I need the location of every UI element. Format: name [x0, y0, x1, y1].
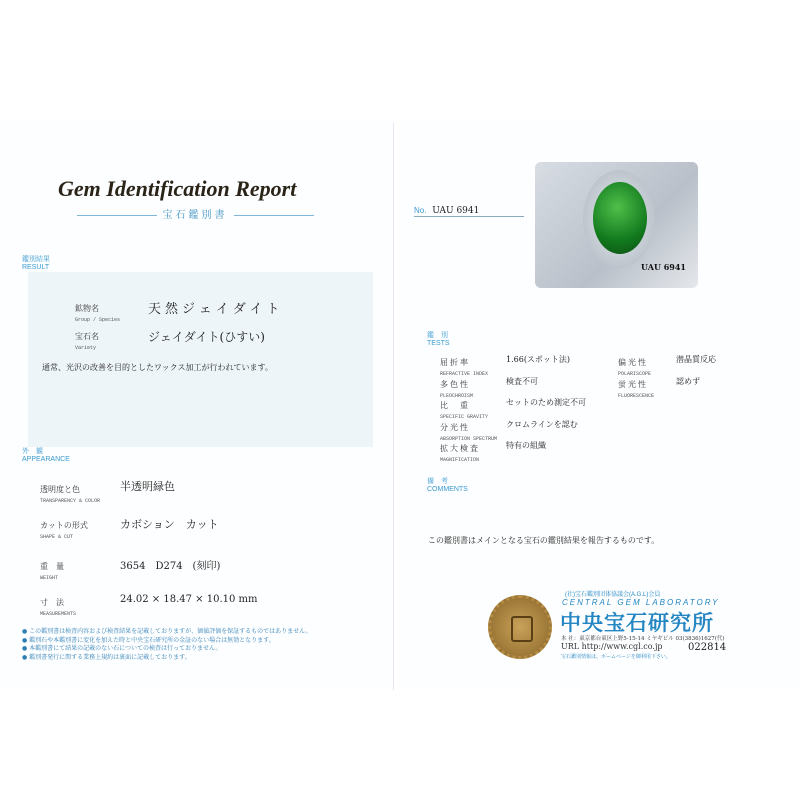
test-value: セットのため測定不可 — [506, 398, 586, 407]
gem-photo — [535, 162, 698, 288]
lab-name-en: CENTRAL GEM LABORATORY — [562, 598, 720, 607]
variety-value: ジェイダイト(ひすい) — [148, 330, 265, 344]
test-label: 多色性 PLEOCHROISM — [440, 379, 474, 399]
statement: この鑑別書はメインとなる宝石の鑑別結果を報告するものです。 — [428, 536, 660, 545]
report-title: Gem Identification Report — [58, 176, 297, 201]
photo-caption: UAU 6941 — [641, 262, 686, 272]
report-subtitle: 宝石鑑別書 — [60, 206, 330, 221]
tests-heading: 鑑 別 TESTS — [427, 332, 450, 347]
color-label: 透明度と色 TRANSPARENCY & COLOR — [40, 485, 101, 504]
left-page — [0, 122, 394, 690]
color-value: 半透明緑色 — [120, 480, 175, 493]
serial-number: 022814 — [688, 642, 727, 653]
test-label: 拡大検査 MAGNIFICATION — [440, 444, 480, 463]
lab-address: 本 社：東京都台東区上野5-15-14 ミヤギビル 03(3836)1627(代) — [561, 636, 725, 642]
weight-label: 重 量 WEIGHT — [40, 562, 64, 581]
disclaimer-notes: ● この鑑別書は検査内容および検査結果を記載しておりますが、価値評価を保証するものではありません。 ● 鑑別石や本鑑別書に変化を加えた時と中央宝石研究所の金証のない場合は無効となります。 ● 本鑑別書にて結果の記載のない石についての検査は行っておりません。 ● 鑑別書発行に関する業務上規約は裏面に記載しております。 — [22, 628, 312, 661]
test-value: 認めず — [676, 376, 700, 386]
jade-cabochon — [593, 182, 647, 254]
cut-value: カボション カット — [120, 518, 219, 531]
cut-label: カットの形式 SHAPE & CUT — [40, 521, 88, 540]
agl-member: (社)宝石鑑別団体協議会(A.G.L)会員 — [565, 592, 661, 598]
result-heading: 鑑別結果 RESULT — [22, 256, 50, 271]
weight-value: 3654 D274 (刻印) — [120, 561, 221, 572]
species-label: 鉱物名 Group / Species — [75, 304, 121, 323]
test-value: クロムラインを認む — [506, 419, 578, 429]
measurements-label: 寸 法 MEASUREMENTS — [40, 598, 77, 617]
test-value: 1.66(スポット法) — [506, 355, 571, 364]
lab-name: 中央宝石研究所 — [560, 612, 714, 635]
test-label: 屈折率 REFRACTIVE INDEX — [440, 358, 489, 377]
test-label: 分光性 ABSORPTION SPECTRUM — [440, 422, 498, 442]
appearance-heading: 外 観 APPEARANCE — [22, 448, 70, 463]
test-value: 潜晶質反応 — [676, 355, 716, 364]
comments-heading: 備 考 COMMENTS — [427, 478, 468, 493]
report-number: No. UAU 6941 — [414, 206, 524, 217]
species-value: 天然ジェイダイト — [148, 302, 284, 317]
test-value: 検査不可 — [506, 376, 538, 386]
test-value: 特有の組織 — [506, 441, 546, 450]
measurements-value: 24.02 × 18.47 × 10.10 mm — [120, 594, 258, 605]
lab-url[interactable]: URL http://www.cgl.co.jp — [561, 642, 663, 651]
right-page — [400, 122, 800, 690]
variety-label: 宝石名 Variety — [75, 332, 99, 351]
lab-info: 宝石鑑別情報は、ホームページを御利用下さい。 — [561, 654, 671, 660]
test-label: 比 重 SPECIFIC GRAVITY — [440, 401, 489, 420]
test-label: 蛍光性 FLUORESCENCE — [618, 379, 655, 399]
result-note: 通常、光沢の改善を目的としたワックス加工が行われています。 — [42, 363, 273, 372]
laboratory-seal — [488, 595, 552, 659]
test-label: 偏光性 POLARISCOPE — [618, 358, 652, 377]
